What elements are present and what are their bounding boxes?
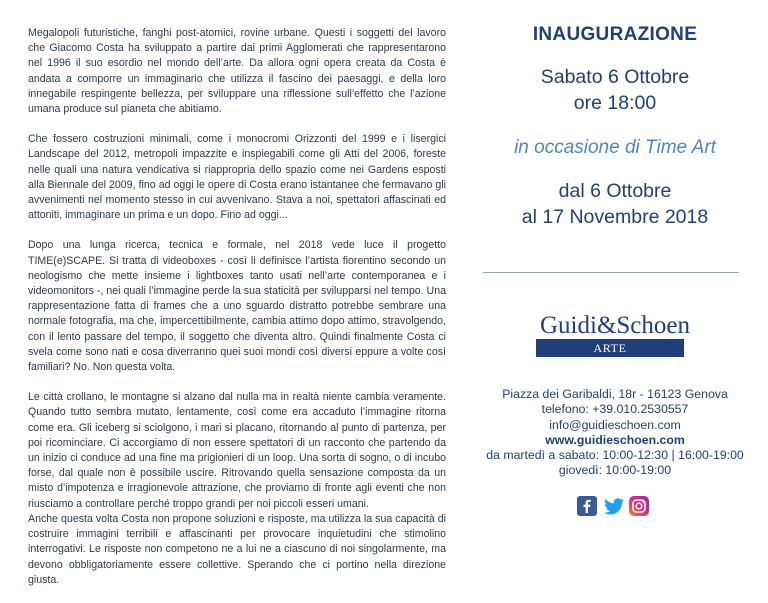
gallery-hours-weekday: da martedì a sabato: 10:00-12:30 | 16:00-19:00 [486,448,744,463]
gallery-contact [470,387,760,479]
twitter-icon[interactable] [603,496,623,516]
event-info-column [470,0,760,543]
essay-paragraph-5: Anche questa volta Costa non propone soluzioni e risposte, ma utilizza la sua capacità di costruire immagini terribili e affascinanti per provocare inquietudini che stimolino interrogativi. Le risposte non competono ne a lui ne a ciascuno di noi singolarmente, ma devono obbligatoriamente essere collettive. Sperando che ci portino nella direzione giusta. [28,512,446,586]
gallery-website[interactable]: www.guidieschoen.com [545,432,685,447]
gallery-address: Piazza dei Garibaldi, 18r - 16123 Genova [502,387,728,401]
gallery-logo-tagline: ARTE CONTEMPORANEA [536,339,684,357]
gallery-logo-name: Guidi&Schoen [540,312,690,339]
section-divider [483,272,739,273]
social-links [573,496,653,516]
essay-paragraph-1: Megalopoli futuristiche, fanghi post-atomici, rovine urbane. Questi i soggetti del lavoro che Giacomo Costa ha sviluppato a partire dai primi Agglomerati che rappresentarono nel 1996 il suo esordio nel mondo dell’arte. Da allora ogni opera creata da Costa è andata a comporre un immaginario che utilizza il fascino dei paesaggi, e della loro innegabile respingente bellezza, per sviluppare una riflessione sull’effetto che l’azione umana produce sul pianeta che abitiamo. [28,27,446,116]
opening-time: ore 18:00 [573,92,657,114]
facebook-icon[interactable] [577,496,597,516]
essay-paragraph-3: Dopo una lunga ricerca, tecnica e formale, nel 2018 vede luce il progetto TIME(e)SCAPE. Si tratta di videoboxes - così li definisce l’artista fiorentino secondo un neologismo che mette insieme i lightboxes tanto usati nell’arte contemporanea e i videomonitors -, nei quali l’immagine perde la sua staticità per svilupparsi nel tempo. Una rappresentazione fatta di frames che a uno sguardo distratto potrebbe sembrare una normale fotografia, ma che, impercettibilmente, cambia attimo dopo attimo, stravolgendo, con il lento passare del tempo, il soggetto che diventa altro. Quindi finalmente Costa ci svela come sono nati e cosa diverranno quei suoi mondi così diversi eppure a volte così familiari? No. Non questa volta. [28,239,446,374]
essay-column [28,26,446,603]
exhibition-start: dal 6 Ottobre [558,180,672,202]
gallery-email[interactable]: info@guidieschoen.com [549,417,681,432]
opening-date: Sabato 6 Ottobre [540,66,690,88]
event-title: INAUGURAZIONE [532,24,698,45]
instagram-icon[interactable] [629,496,649,516]
occasion-text: in occasione di Time Art [514,137,716,158]
gallery-phone: telefono: +39.010.2530557 [541,402,689,417]
essay-paragraph-2: Che fossero costruzioni minimali, come i monocromi Orizzonti del 1999 e i lisergici Landscape del 2012, metropoli impazzite e inspiegabili come gli Atti del 2006, foreste nelle quali una natura vendicativa si riappropria dello spazio come nei Gardens esposti alla Biennale del 2009, fino ad oggi le opere di Costa erano istantanee che fermavano gli avvenimenti nel momento stesso in cui avvenivano. Stava a noi, spettatori affascinati ed attoniti, immaginare un prima e un dopo. Fino ad oggi... [28,133,446,222]
essay-paragraph-4: Le città crollano, le montagne si alzano dal nulla ma in realtà niente cambia veramente. Quando tutto sembra mutato, lentamente, così come era accaduto l’immagine ritorna come era. Gli iceberg si sciolgono, i mari si placano, ritornando al punto di partenza, per poi ricominciare. Ci accorgiamo di non essere spettatori di un racconto che partendo da un inizio ci conduce ad una fine ma prigionieri di un loop. Una sorta di sogno, o di incubo forse, dal quale non è possibile uscire. Ritrovando quella sensazione composta da un misto d’impotenza e irragionevole attrazione, che proviamo di fronte agli eventi che non riusciamo a controllare perché troppo grandi per noi piccoli esseri umani. [28,391,446,510]
exhibition-end: al 17 Novembre 2018 [521,206,709,228]
gallery-hours-thursday: giovedì: 10:00-19:00 [558,463,672,478]
